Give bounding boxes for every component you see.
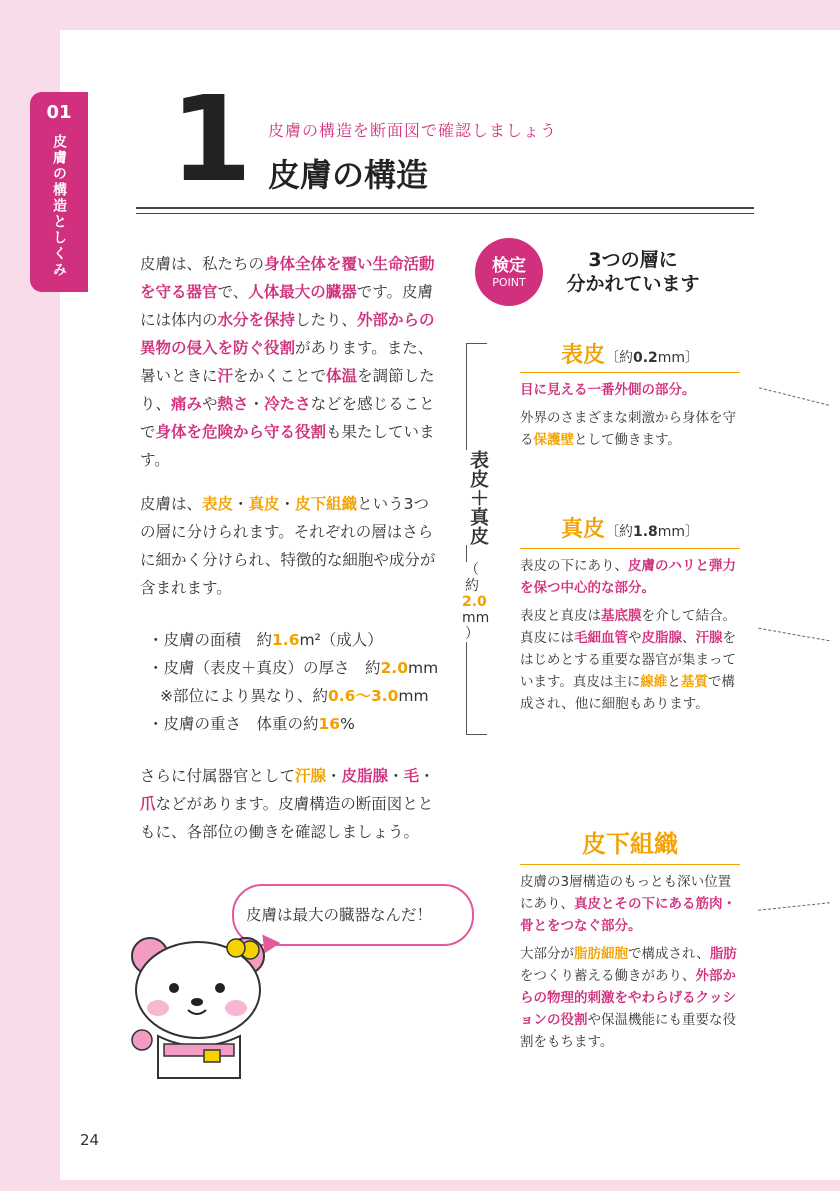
- layer-desc: [520, 605, 740, 715]
- text: 表皮と真皮は: [520, 608, 601, 624]
- text: 皮膚の3層構造のもっとも深い位置にあり、: [520, 874, 732, 912]
- highlight: 毛細血管: [574, 630, 628, 646]
- layers-paragraph: [140, 490, 440, 602]
- highlight: 冷たさ: [264, 395, 311, 413]
- highlight: 汗: [217, 367, 234, 385]
- intro-paragraph: [140, 250, 440, 474]
- layer-name: 表皮: [560, 343, 605, 368]
- text: （: [465, 562, 479, 578]
- highlight: 保護壁: [533, 432, 574, 448]
- highlight: 汗腺: [295, 767, 327, 785]
- text: mm: [398, 687, 429, 705]
- layer-name: 皮下組織: [582, 830, 678, 858]
- text: 皮膚は、: [140, 495, 203, 513]
- chapter-label: 皮膚の構造としくみ: [51, 134, 67, 278]
- text: があります。また、暑いときに: [140, 339, 434, 385]
- point-badge: [475, 238, 543, 306]
- fact-item: [148, 626, 448, 654]
- highlight: 脂肪: [709, 946, 737, 962]
- text: ・: [419, 767, 435, 785]
- text: ・: [326, 767, 342, 785]
- text: や保温機能にも重要な役割をもちます。: [520, 1012, 736, 1050]
- highlight: 真皮: [248, 495, 280, 513]
- layer-lead: [520, 864, 740, 937]
- layer-desc: [520, 407, 740, 451]
- fact-item: [148, 710, 448, 738]
- epidermis-box: [520, 372, 740, 451]
- layer-lead: 目に見える一番外側の部分。: [520, 372, 740, 401]
- heading-line: 分かれています: [566, 273, 700, 295]
- text: m²（成人）: [299, 631, 383, 649]
- highlight: 外部からの異物の侵入を防ぐ役割: [140, 311, 435, 357]
- text: で、: [217, 283, 249, 301]
- highlight: 皮脂腺: [341, 767, 389, 785]
- value: 2.0: [462, 594, 487, 610]
- highlight: 基底膜: [601, 608, 642, 624]
- title-rule-thin: [136, 213, 754, 214]
- text: も果たしています。: [140, 423, 435, 469]
- text: mm: [462, 610, 490, 626]
- text: 、: [682, 630, 696, 646]
- highlight: 身体を危険から守る役割: [155, 423, 327, 441]
- text: 大部分が: [520, 946, 574, 962]
- text: ・皮膚（表皮＋真皮）の厚さ 約: [148, 659, 381, 677]
- subcutis-title: [530, 824, 730, 859]
- dermis-title: [530, 512, 730, 543]
- text: をかくことで: [233, 367, 327, 385]
- facts-list: [148, 626, 448, 738]
- text: をつくり蓄える働きがあり、: [520, 968, 696, 984]
- text: ）: [465, 626, 479, 642]
- text: を調節したり、: [140, 367, 435, 413]
- speech-bubble-text: 皮膚は最大の臓器なんだ！: [246, 906, 433, 924]
- layer-desc: [520, 943, 740, 1053]
- highlight: 痛み: [171, 395, 203, 413]
- highlight: 汗腺: [695, 630, 723, 646]
- highlight: 水分を保持: [217, 311, 296, 329]
- value: 16: [318, 715, 341, 733]
- point-heading: [556, 248, 710, 296]
- text: や: [628, 630, 642, 646]
- text: mm〕: [657, 350, 700, 366]
- text: mm〕: [657, 524, 700, 540]
- badge-label: 検定: [492, 256, 526, 276]
- text: や: [202, 395, 218, 413]
- text: ・皮膚の面積 約: [148, 631, 273, 649]
- appendages-paragraph: [140, 762, 440, 846]
- text: 表皮の下にあり、: [520, 558, 628, 574]
- page-title: 皮膚の構造: [268, 156, 429, 194]
- text: ・: [233, 495, 249, 513]
- bear-mascot-icon: [128, 928, 278, 1088]
- chapter-tab[interactable]: [30, 92, 88, 292]
- highlight: 身体全体を覆い生命活動を守る器官: [140, 255, 435, 301]
- highlight: 表皮: [202, 495, 234, 513]
- highlight: 爪: [140, 795, 156, 813]
- value: 1.8: [632, 524, 658, 540]
- value: 0.2: [632, 350, 658, 366]
- layer-lead: [520, 548, 740, 599]
- text: ・: [279, 495, 296, 513]
- highlight: 毛: [403, 767, 420, 785]
- text: 〔約: [604, 524, 633, 540]
- fact-item: [148, 682, 448, 710]
- highlight: 皮下組織: [295, 495, 358, 513]
- text: ・: [248, 395, 265, 413]
- value: 0.6〜3.0: [328, 687, 399, 705]
- text: などを感じることで: [140, 395, 435, 441]
- highlight: 皮膚のハリと弾力を保つ中心的な部分。: [520, 558, 736, 596]
- epidermis-title: [530, 338, 730, 369]
- text: したり、: [295, 311, 358, 329]
- subcutis-box: [520, 864, 740, 1053]
- text: ・: [388, 767, 404, 785]
- value: 2.0: [380, 659, 408, 677]
- text: さらに付属器官として: [140, 767, 296, 785]
- text: です。皮膚には体内の: [140, 283, 433, 329]
- bracket-note: [462, 562, 490, 642]
- text: として働きます。: [574, 432, 681, 448]
- layer-name: 真皮: [560, 517, 605, 542]
- value: 1.6: [272, 631, 300, 649]
- text: で構成され、他に細胞もあります。: [520, 674, 735, 712]
- highlight: 体温: [326, 367, 358, 385]
- highlight: 脂肪細胞: [574, 946, 628, 962]
- text: という3つの層に分けられます。それぞれの層はさらに細かく分けられ、特徴的な細胞や成分が含まれます。: [140, 495, 436, 597]
- highlight: 真皮とその下にある筋肉・骨とをつなぐ部分。: [520, 896, 736, 934]
- highlight: 人体最大の臓器: [248, 283, 357, 301]
- text: で構成され、: [628, 946, 710, 962]
- text: 外界のさまざまな刺激から身体を守る: [520, 410, 736, 448]
- fact-item: [148, 654, 448, 682]
- text: 皮膚は、私たちの: [140, 255, 265, 273]
- page-number: 24: [80, 1131, 100, 1149]
- text: ※部位により異なり、約: [160, 687, 328, 705]
- highlight: 線維: [640, 674, 668, 690]
- highlight: 外部からの物理的刺激をやわらげるクッションの役割: [520, 968, 736, 1028]
- section-number: 1: [170, 70, 253, 208]
- text: %: [340, 715, 355, 733]
- title-rule: [136, 207, 754, 209]
- text: などがあります。皮膚構造の断面図とともに、各部位の働きを確認しましょう。: [140, 795, 434, 841]
- text: を介して結合。真皮には: [520, 608, 736, 646]
- chapter-number: 01: [46, 102, 72, 123]
- bracket-label: 表皮＋真皮: [452, 450, 492, 545]
- text: 〔約: [604, 350, 633, 366]
- text: ・皮膚の重さ 体重の約: [148, 715, 319, 733]
- highlight: 基質: [680, 674, 708, 690]
- dermis-box: [520, 548, 740, 715]
- badge-sub: POINT: [492, 276, 526, 289]
- highlight: 熱さ: [217, 395, 249, 413]
- text: mm: [407, 659, 439, 677]
- heading-line: 3つの層に: [588, 249, 678, 271]
- highlight: 皮脂腺: [641, 630, 682, 646]
- text: をはじめとする重要な器官が集まっています。真皮は主に: [520, 630, 736, 690]
- section-subtitle: 皮膚の構造を断面図で確認しましょう: [268, 121, 558, 140]
- text: 約: [465, 578, 479, 594]
- text: と: [667, 674, 681, 690]
